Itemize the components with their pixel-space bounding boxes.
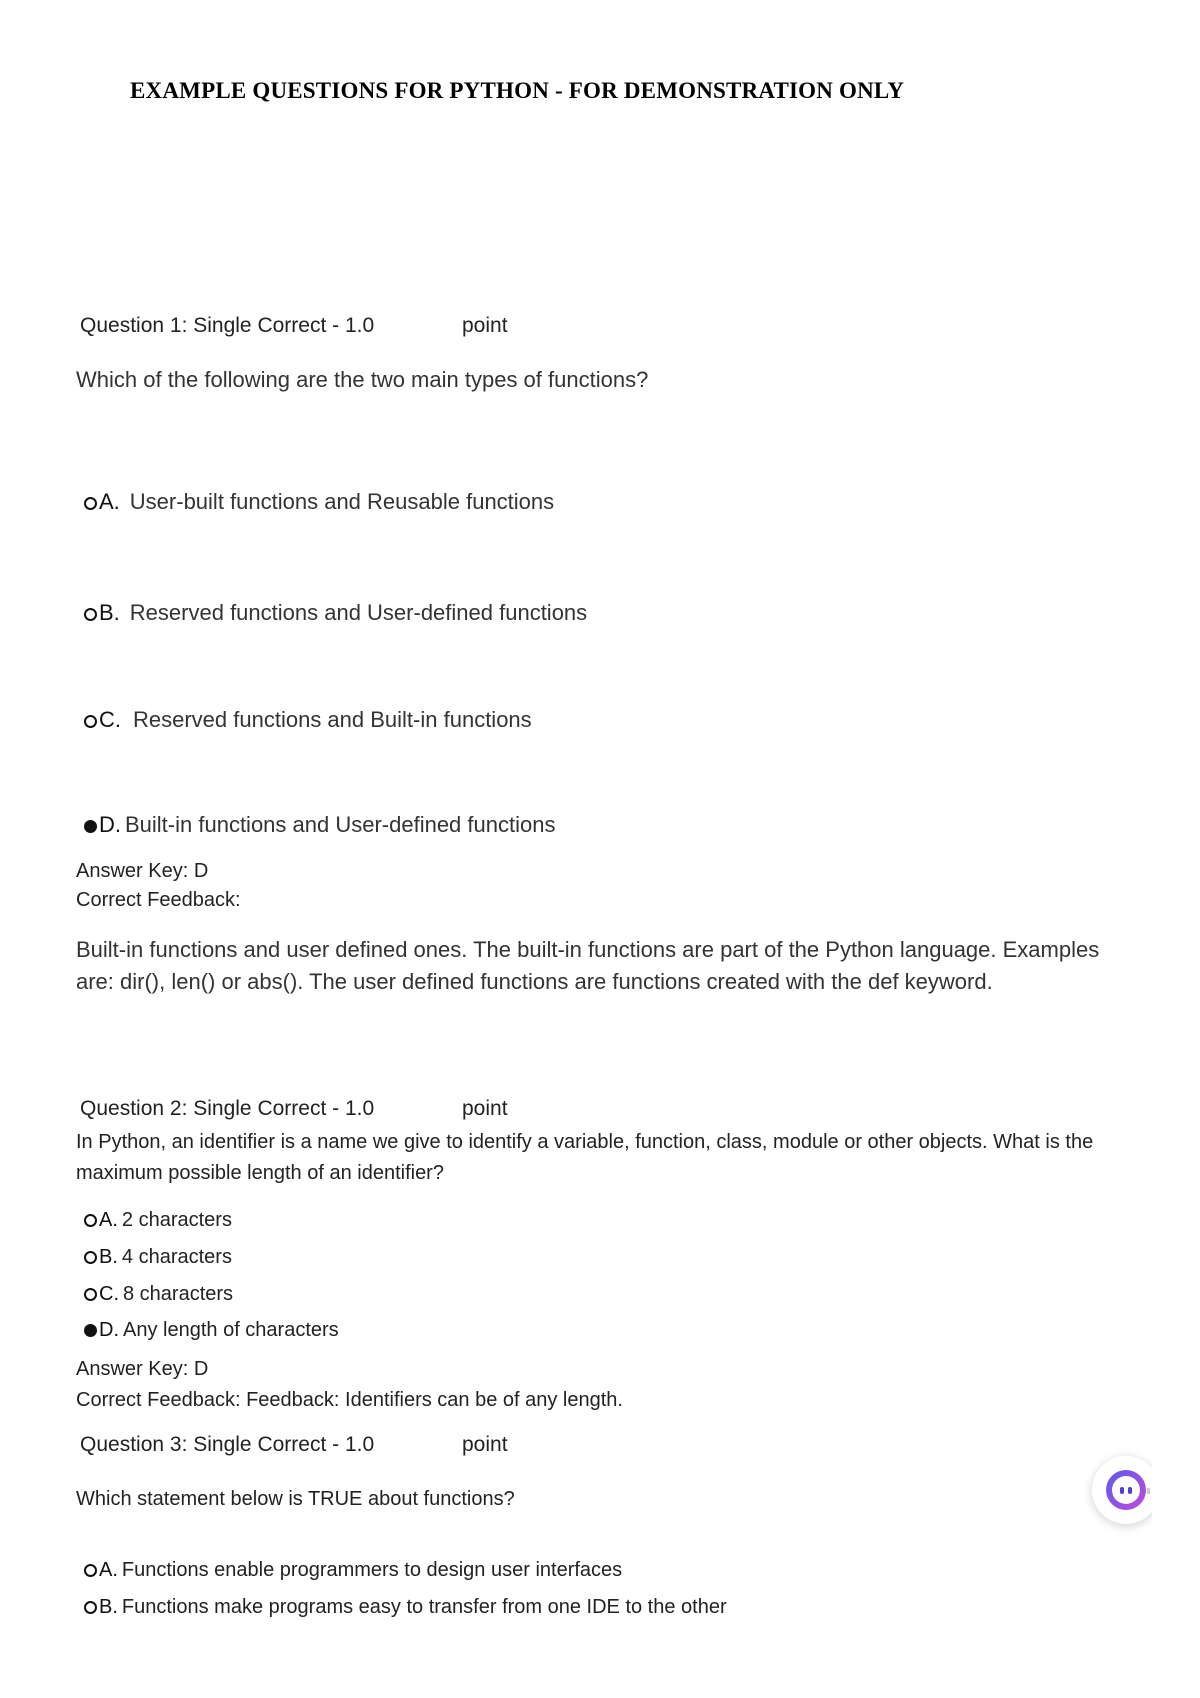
widget-clip-region — [1152, 1440, 1200, 1540]
question-1-option-c[interactable] — [84, 707, 532, 733]
question-1-option-d[interactable] — [84, 812, 555, 838]
document-title: EXAMPLE QUESTIONS FOR PYTHON - FOR DEMONSTRATION ONLY — [130, 78, 905, 103]
question-1-title: Question 1: Single Correct - 1.0 — [80, 314, 375, 337]
option-label: Functions make programs easy to transfer from one IDE to the other — [121, 1596, 727, 1618]
question-2-points: point — [462, 1097, 508, 1120]
question-2-option-b[interactable] — [84, 1246, 232, 1269]
radio-selected-icon[interactable] — [84, 1324, 97, 1337]
option-label: Functions enable programmers to design user interfaces — [121, 1559, 623, 1581]
assistant-face-bg — [1112, 1476, 1140, 1504]
assistant-eye-right — [1128, 1487, 1132, 1494]
question-1-points: point — [462, 314, 508, 337]
radio-empty-icon[interactable] — [84, 1214, 97, 1227]
question-1-feedback-label: Correct Feedback: — [76, 889, 241, 911]
radio-empty-icon[interactable] — [84, 1601, 97, 1614]
question-2-feedback: Correct Feedback: Feedback: Identifiers can be of any length. — [76, 1389, 623, 1411]
question-1-text: Which of the following are the two main types of functions? — [76, 367, 649, 392]
question-1-header — [80, 314, 508, 338]
widget-edge-mark — [1147, 1488, 1150, 1494]
radio-selected-icon[interactable] — [84, 820, 97, 833]
question-3-option-a[interactable] — [84, 1559, 622, 1582]
question-2-answer-key: Answer Key: D — [76, 1358, 209, 1380]
question-1-option-a[interactable] — [84, 489, 554, 515]
question-3-option-b[interactable] — [84, 1596, 727, 1619]
option-letter: D. — [99, 812, 121, 837]
question-2-option-c[interactable] — [84, 1283, 233, 1306]
radio-empty-icon[interactable] — [84, 1288, 97, 1301]
option-label: User-built functions and Reusable functions — [129, 489, 555, 514]
question-2-text: In Python, an identifier is a name we give to identify a variable, function, class, module or other objects. What is the maximum possible length of an identifier? — [76, 1131, 1094, 1184]
question-3-points: point — [462, 1433, 508, 1456]
question-1-feedback-text: Built-in functions and user defined ones. The built-in functions are part of the Python language. Examples are: dir(), len() or abs(). The user defined functions are functions created with the def keyword. — [76, 937, 1100, 994]
option-label: Any length of characters — [123, 1319, 339, 1341]
option-label: Built-in functions and User-defined functions — [125, 812, 556, 837]
option-letter: D. — [99, 1319, 119, 1341]
option-label: Reserved functions and User-defined functions — [129, 600, 588, 625]
question-2-title: Question 2: Single Correct - 1.0 — [80, 1097, 375, 1120]
option-letter: C. — [99, 707, 121, 732]
option-letter: A. — [99, 489, 120, 514]
radio-empty-icon[interactable] — [84, 1564, 97, 1577]
question-2-option-a[interactable] — [84, 1209, 232, 1232]
assistant-face-icon — [1106, 1470, 1146, 1510]
option-letter: A. — [99, 1209, 118, 1231]
radio-empty-icon[interactable] — [84, 608, 97, 621]
question-3-title: Question 3: Single Correct - 1.0 — [80, 1433, 375, 1456]
option-label: 4 characters — [121, 1246, 232, 1268]
radio-empty-icon[interactable] — [84, 715, 97, 728]
question-1-answer-key: Answer Key: D — [76, 860, 209, 882]
option-letter: A. — [99, 1559, 118, 1581]
question-2-header — [80, 1097, 508, 1121]
option-label: Reserved functions and Built-in functions — [133, 707, 532, 732]
option-label: 2 characters — [121, 1209, 232, 1231]
option-letter: B. — [99, 1246, 118, 1268]
question-3-header — [80, 1433, 508, 1457]
question-1-option-b[interactable] — [84, 600, 587, 626]
assistant-eye-left — [1120, 1487, 1124, 1494]
option-letter: C. — [99, 1283, 119, 1305]
radio-empty-icon[interactable] — [84, 1251, 97, 1264]
question-2-option-d[interactable] — [84, 1319, 339, 1342]
radio-empty-icon[interactable] — [84, 497, 97, 510]
option-letter: B. — [99, 600, 120, 625]
option-letter: B. — [99, 1596, 118, 1618]
option-label: 8 characters — [123, 1283, 234, 1305]
question-3-text: Which statement below is TRUE about functions? — [76, 1488, 515, 1510]
